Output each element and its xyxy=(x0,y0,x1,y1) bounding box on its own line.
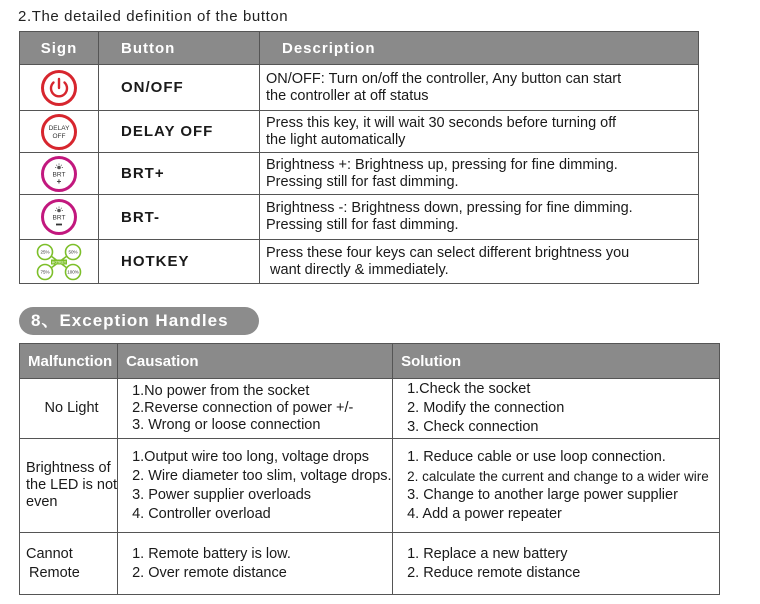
malfunction-cell: Brightness of the LED is not even xyxy=(20,439,118,533)
brightness-down-icon xyxy=(40,198,78,236)
sign-cell xyxy=(20,240,99,284)
svg-text:BRT: BRT xyxy=(52,214,66,222)
table-row xyxy=(20,65,699,111)
svg-text:50%: 50% xyxy=(68,249,78,254)
button-name: BRT+ xyxy=(99,153,260,195)
header-malfunction: Malfunction xyxy=(20,344,118,379)
power-icon xyxy=(40,69,78,107)
sign-cell xyxy=(20,195,99,240)
svg-text:HOTKEY: HOTKEY xyxy=(51,260,67,264)
causation-cell: 1.No power from the socket 2.Reverse connection of power +/- 3. Wrong or loose connection xyxy=(118,379,393,439)
section-title-button-definition: 2.The detailed definition of the button xyxy=(18,8,289,25)
button-name: HOTKEY xyxy=(99,240,260,284)
table-row xyxy=(20,240,699,284)
header-causation: Causation xyxy=(118,344,393,379)
table-row xyxy=(20,533,720,595)
table-header-row xyxy=(20,344,720,379)
sign-cell xyxy=(20,111,99,153)
solution-cell: 1. Replace a new battery 2. Reduce remote distance xyxy=(393,533,720,595)
button-name: ON/OFF xyxy=(99,65,260,111)
button-description: Press these four keys can select different brightness you want directly & immediately. xyxy=(260,240,699,284)
svg-text:75%: 75% xyxy=(40,269,50,274)
svg-text:BRT: BRT xyxy=(52,171,66,178)
button-description: Brightness -: Brightness down, pressing for fine dimming. Pressing still for fast dimming. xyxy=(260,195,699,240)
solution-cell: 1.Check the socket 2. Modify the connection 3. Check connection xyxy=(393,379,720,439)
header-description: Description xyxy=(260,32,699,65)
solution-cell: 1. Reduce cable or use loop connection. 2. calculate the current and change to a wider wire 3. Change to another large power supplier 4. Add a power repeater xyxy=(393,439,720,533)
causation-cell: 1. Remote battery is low. 2. Over remote distance xyxy=(118,533,393,595)
table-row xyxy=(20,439,720,533)
button-description: ON/OFF: Turn on/off the controller, Any button can start the controller at off status xyxy=(260,65,699,111)
delay-off-icon xyxy=(40,113,78,151)
header-solution: Solution xyxy=(393,344,720,379)
malfunction-cell: Cannot Remote xyxy=(20,533,118,595)
sign-cell xyxy=(20,65,99,111)
svg-text:100%: 100% xyxy=(67,269,79,274)
hotkey-icon xyxy=(34,242,84,282)
table-row xyxy=(20,111,699,153)
button-name: BRT- xyxy=(99,195,260,240)
svg-text:DELAY: DELAY xyxy=(48,124,70,132)
button-description: Press this key, it will wait 30 seconds before turning off the light automatically xyxy=(260,111,699,153)
section-title-exception-handles: 8、Exception Handles xyxy=(19,307,259,335)
table-header-row xyxy=(20,32,699,65)
causation-cell: 1.Output wire too long, voltage drops 2. Wire diameter too slim, voltage drops. 3. Power supplier overloads 4. Controller overload xyxy=(118,439,393,533)
table-row xyxy=(20,153,699,195)
svg-text:25%: 25% xyxy=(40,249,50,254)
button-name: DELAY OFF xyxy=(99,111,260,153)
button-description: Brightness +: Brightness up, pressing for fine dimming. Pressing still for fast dimming. xyxy=(260,153,699,195)
table-row xyxy=(20,195,699,240)
header-button: Button xyxy=(99,32,260,65)
exception-handles-table xyxy=(19,343,720,595)
svg-text:OFF: OFF xyxy=(52,132,66,140)
table-row xyxy=(20,379,720,439)
header-sign: Sign xyxy=(20,32,99,65)
svg-text:+: + xyxy=(56,176,62,186)
button-definition-table xyxy=(19,31,699,284)
brightness-up-icon xyxy=(40,155,78,193)
sign-cell xyxy=(20,153,99,195)
malfunction-cell: No Light xyxy=(20,379,118,439)
